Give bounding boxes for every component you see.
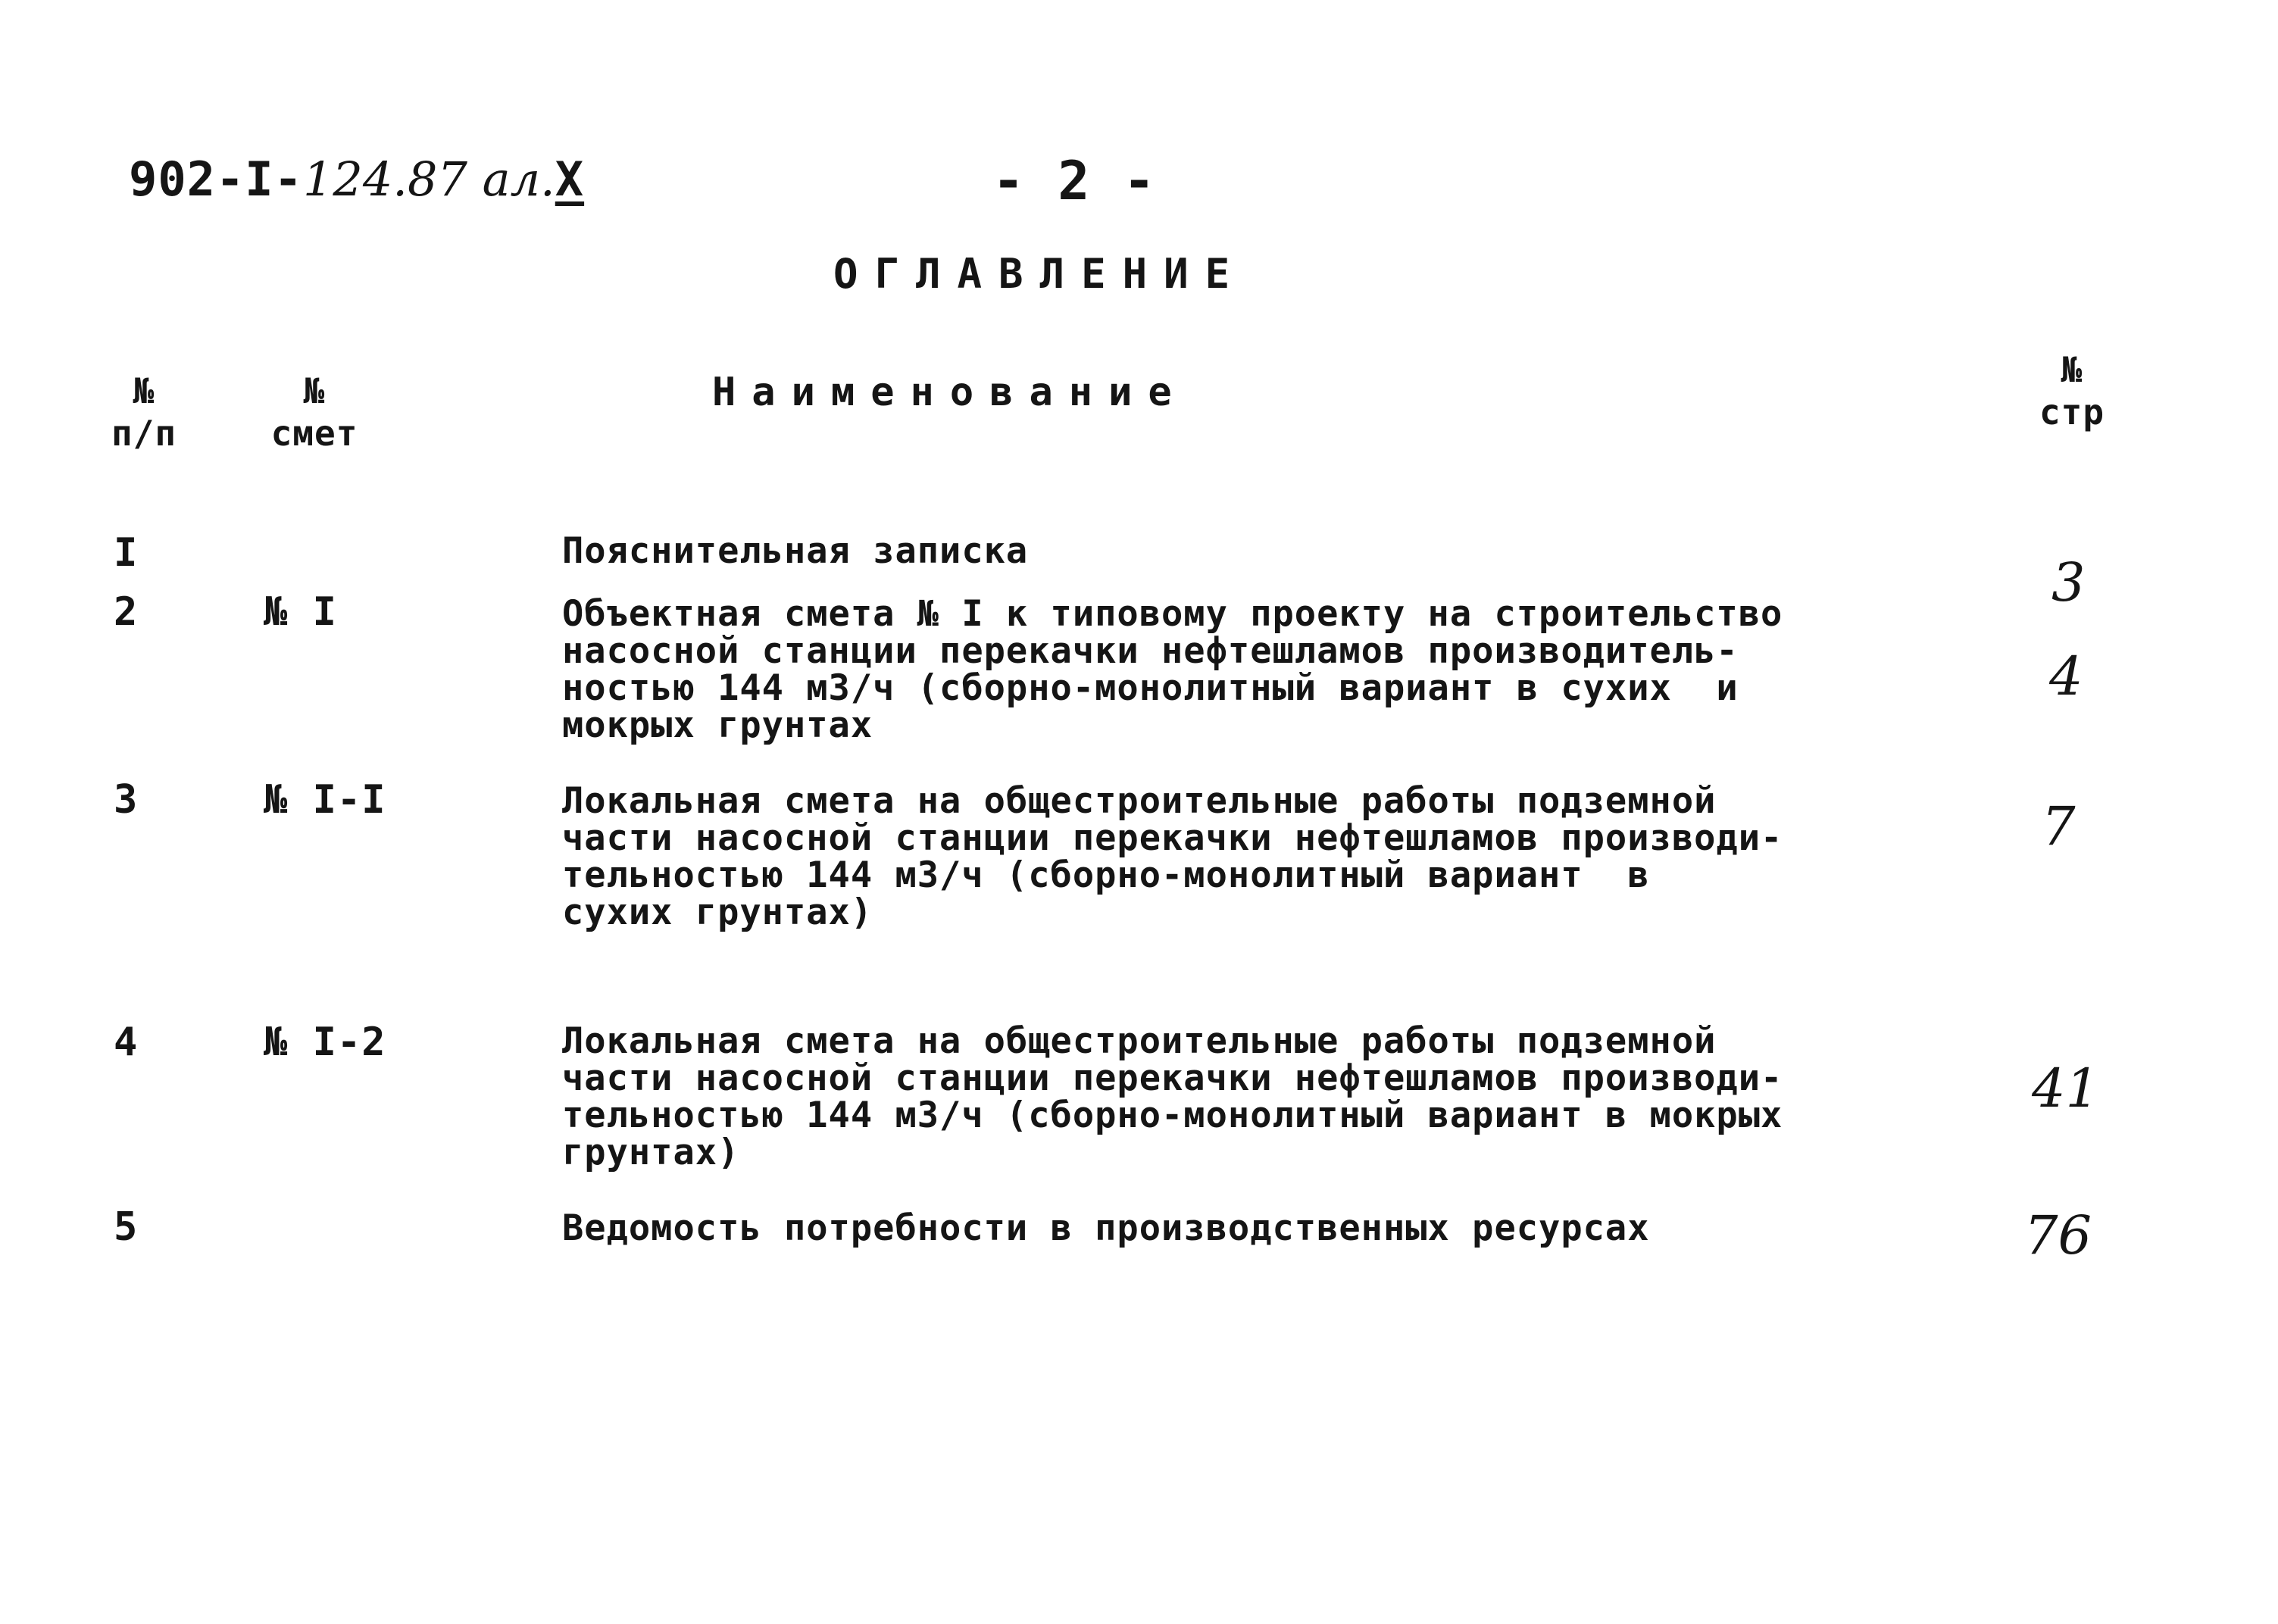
row-estimate: № I-I [264, 777, 386, 823]
row-number: 3 [114, 777, 139, 823]
row-name: Пояснительная записка [562, 530, 1029, 572]
row-estimate: № I [264, 589, 337, 635]
row-name: Объектная смета № I к типовому проекту на строительство насосной станции перекачки нефтешламов производитель- ностью 144 м3/ч (сборно-монолитный вариант в сухих и мокрых грунтах [562, 593, 1783, 746]
document-code-roman: X [555, 151, 585, 207]
row-number: 4 [114, 1020, 139, 1065]
row-page: 41 [2032, 1057, 2100, 1120]
column-header-estimate: № смет [270, 370, 358, 454]
row-name: Локальная смета на общестроительные работы подземной части насосной станции перекачки нефтешламов производи- тельностью 144 м3/ч (сборно-монолитный вариант в мокрых грунтах) [562, 1020, 1783, 1173]
column-header-number: № п/п [111, 370, 177, 454]
row-number: I [114, 530, 139, 576]
row-number: 2 [114, 589, 139, 635]
row-estimate: № I-2 [264, 1020, 386, 1065]
row-page: 7 [2042, 795, 2076, 857]
column-header-name: Наименование [712, 370, 1188, 415]
document-code-typed: 902-I- [129, 151, 303, 207]
row-name: Ведомость потребности в производственных ресурсах [562, 1207, 1650, 1249]
row-page: 4 [2049, 645, 2083, 707]
row-number: 5 [114, 1204, 139, 1250]
column-header-page: № стр [2039, 349, 2105, 433]
document-title: ОГЛАВЛЕНИЕ [833, 250, 1247, 298]
row-page: 76 [2024, 1204, 2092, 1266]
document-code-handwritten: 124.87 ал. [302, 151, 555, 207]
row-name: Локальная смета на общестроительные работы подземной части насосной станции перекачки нефтешламов производи- тельностью 144 м3/ч (сборно-монолитный вариант в сухих грунтах) [562, 780, 1783, 933]
row-page: 3 [2051, 551, 2086, 614]
page-number: - 2 - [992, 150, 1156, 212]
document-code [129, 151, 584, 207]
